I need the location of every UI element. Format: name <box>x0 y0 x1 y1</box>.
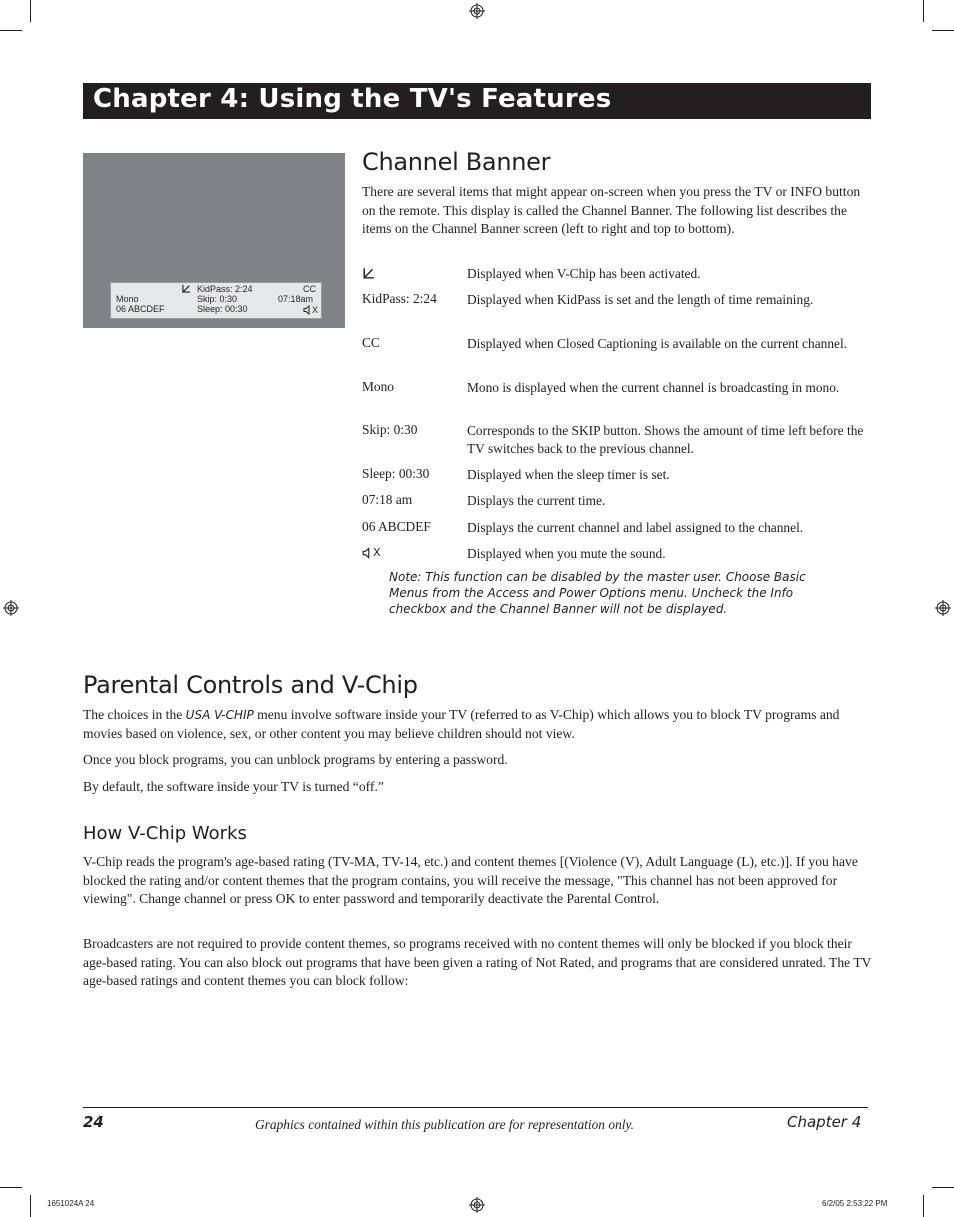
crop-mark <box>30 1195 31 1217</box>
crop-mark <box>923 0 924 22</box>
chapter-header-bar <box>83 83 871 119</box>
item-desc-sleep: Displayed when the sleep timer is set. <box>467 467 670 482</box>
banner-cc: CC <box>303 284 316 294</box>
parental-p1 <box>83 706 873 743</box>
print-slug-right: 6/2/05 2:53:22 PM <box>822 1199 888 1208</box>
how-vchip-p1: V-Chip reads the program's age-based rating (TV-MA, TV-14, etc.) and content themes [(Violence (V), Adult Language (L), etc.)]. If you have blocked the rating and/or content themes that the program contains, you will receive the message, "This channel has not been approved for viewing". Change channel or press OK to enter password and temporarily deactivate the Parental Control. <box>83 854 858 906</box>
item-desc-mono: Mono is displayed when the current channel is broadcasting in mono. <box>467 380 840 395</box>
item-term-channel: 06 ABCDEF <box>362 519 431 534</box>
item-term-mono: Mono <box>362 379 394 394</box>
crop-mark <box>923 1195 924 1217</box>
item-desc-cc: Displayed when Closed Captioning is available on the current channel. <box>467 336 848 351</box>
page-number: 24 <box>83 1113 104 1131</box>
vchip-check-icon <box>363 267 375 279</box>
parental-controls-heading: Parental Controls and V-Chip <box>83 671 418 699</box>
footer-rule <box>83 1107 868 1108</box>
crop-mark <box>30 0 31 22</box>
footer-note: Graphics contained within this publication are for representation only. <box>255 1117 635 1132</box>
crop-mark <box>0 30 22 31</box>
banner-sleep: Sleep: 00:30 <box>197 304 248 314</box>
channel-banner-display <box>110 282 322 319</box>
usa-vchip-menu-name: USA V-CHIP <box>185 708 254 722</box>
vchip-check-icon <box>182 284 191 293</box>
how-vchip-p2: Broadcasters are not required to provide content themes, so programs received with no content themes will only be blocked if you block their age-based rating. You can also block out programs that have been given a rating of Not Rated, and programs that are considered unrated. The TV age-based ratings and content themes you can block follow: <box>83 936 872 988</box>
crop-mark <box>932 30 954 31</box>
parental-p1-after: menu involve software inside your TV (referred to as V-Chip) which allows you to block TV programs and movies based on violence, sex, or other content you may believe children should not view. <box>83 707 840 741</box>
banner-mono: Mono <box>116 294 139 304</box>
item-term-skip: Skip: 0:30 <box>362 422 418 437</box>
channel-banner-heading: Channel Banner <box>362 148 551 176</box>
item-term-sleep: Sleep: 00:30 <box>362 466 430 481</box>
parental-p3: By default, the software inside your TV is turned “off.” <box>83 779 384 794</box>
item-term-cc: CC <box>362 335 380 350</box>
registration-mark-icon <box>3 600 19 616</box>
print-slug-left: 1651024A 24 <box>47 1199 95 1208</box>
item-desc-time: Displays the current time. <box>467 493 606 508</box>
channel-banner-intro: There are several items that might appear on-screen when you press the TV or INFO button on the remote. This display is called the Channel Banner. The following list describes the items on the Channel Banner screen (left to right and top to bottom). <box>362 184 861 236</box>
crop-mark <box>0 1187 22 1188</box>
registration-mark-icon <box>935 600 951 616</box>
item-term-time: 07:18 am <box>362 492 413 507</box>
item-desc-vchip: Displayed when V-Chip has been activated. <box>467 266 701 281</box>
mute-speaker-icon <box>362 547 371 559</box>
registration-mark-icon <box>469 1197 485 1213</box>
banner-time: 07:18am <box>278 294 314 304</box>
item-term-kidpass: KidPass: 2:24 <box>362 291 437 306</box>
parental-p1-before: The choices in the <box>83 707 186 722</box>
banner-channel: 06 ABCDEF <box>116 304 165 314</box>
parental-p2: Once you block programs, you can unblock programs by entering a password. <box>83 752 508 767</box>
footer-chapter: Chapter 4 <box>787 1113 862 1131</box>
tv-screen-illustration <box>83 153 345 328</box>
banner-skip: Skip: 0:30 <box>197 294 238 304</box>
mute-speaker-icon <box>303 305 311 315</box>
registration-mark-icon <box>469 3 485 19</box>
item-desc-mute: Displayed when you mute the sound. <box>467 546 666 561</box>
chapter-title: Chapter 4: Using the TV's Features <box>93 84 612 114</box>
item-desc-skip: Corresponds to the SKIP button. Shows the amount of time left before the TV switches back to the previous channel. <box>467 423 864 456</box>
item-desc-kidpass: Displayed when KidPass is set and the length of time remaining. <box>467 292 814 307</box>
item-desc-channel: Displays the current channel and label assigned to the channel. <box>467 520 804 535</box>
crop-mark <box>932 1187 954 1188</box>
banner-kidpass: KidPass: 2:24 <box>197 284 253 294</box>
channel-banner-note: Note: This function can be disabled by the master user. Choose Basic Menus from the Access and Power Options menu. Uncheck the Info checkbox and the Channel Banner will not be displayed. <box>389 570 806 617</box>
item-term-mute: X <box>373 546 381 559</box>
how-vchip-works-heading: How V-Chip Works <box>83 823 247 844</box>
banner-mute-x: X <box>312 305 319 315</box>
